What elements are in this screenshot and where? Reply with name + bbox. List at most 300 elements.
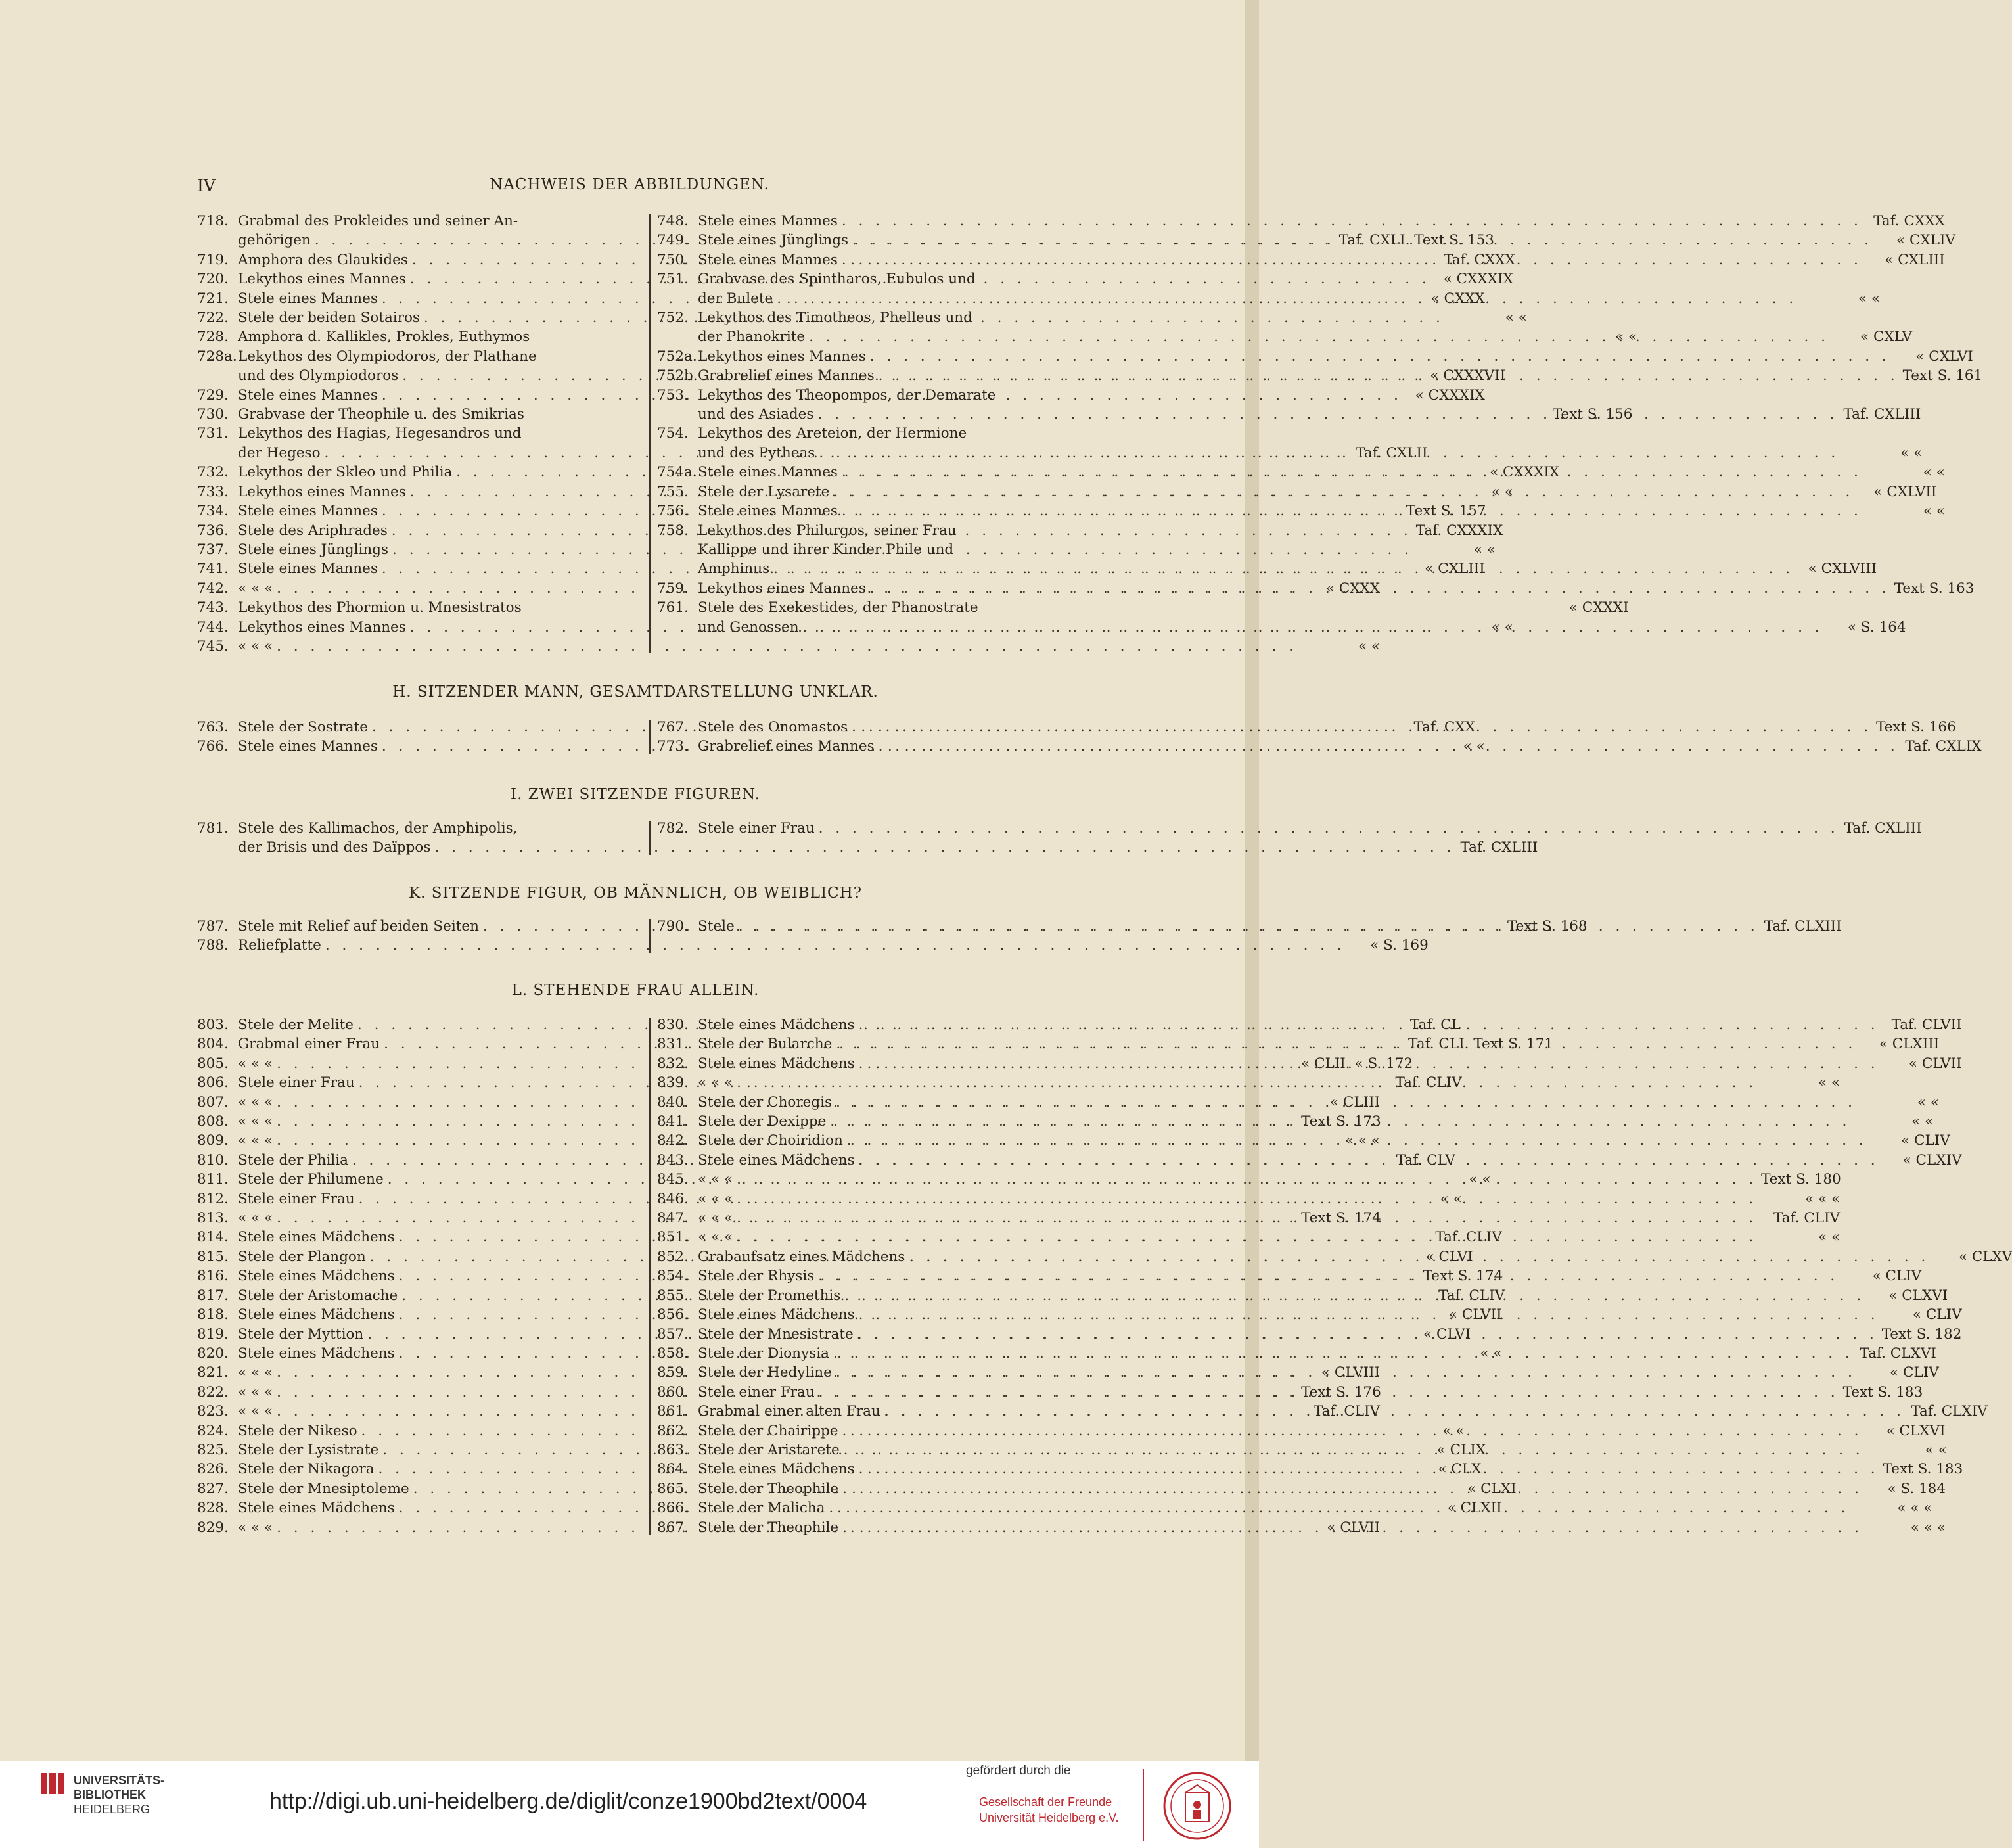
entry-number: 782. (657, 820, 689, 837)
entry-number: 864. (657, 1461, 689, 1478)
leader-dots (735, 917, 1763, 936)
entry-title: Stele einer Frau (698, 1383, 815, 1400)
column-divider (649, 821, 651, 855)
plate-reference: Text S. 173 (1301, 1113, 1381, 1130)
entry-number: 819. (197, 1326, 229, 1343)
entry-number: 743. (197, 599, 229, 616)
entry-line (698, 1112, 1933, 1131)
entry-title: « « « (238, 1210, 273, 1227)
footer-bar (0, 1761, 1259, 1848)
plate-reference: « « « (1804, 1190, 1841, 1207)
entry-line (698, 424, 1922, 443)
leader-dots (321, 936, 1350, 955)
entry-title: Stele mit Relief auf beiden Seiten (238, 918, 479, 935)
footer-divider (1143, 1769, 1144, 1841)
entry-title: Grabmal einer alten Frau (698, 1403, 880, 1420)
plate-reference: « CXXXVII (1430, 367, 1506, 384)
entry-number: 812. (197, 1190, 229, 1207)
entry-number: 755. (657, 483, 689, 500)
plate-reference: Text S. 174 (1301, 1210, 1381, 1227)
entry-title: Stele der Lysarete (698, 483, 830, 500)
plate-reference: Taf. CLI. Text S. 171 (1408, 1036, 1553, 1053)
plate-reference: Taf. CXLIII (1844, 820, 1922, 837)
plate-reference: « CXXX (1325, 580, 1381, 597)
entry-number: 860. (657, 1383, 689, 1400)
plate-reference: Taf. CLXVI (1860, 1345, 1936, 1362)
entry-number: 841. (657, 1113, 689, 1130)
entry-number: 719. (197, 251, 229, 268)
entry-number: 729. (197, 386, 229, 404)
entry-number: 759. (657, 580, 689, 597)
entry-number: 830. (657, 1017, 689, 1033)
entry-title: Stele eines Jünglings (698, 232, 849, 249)
entry-number: 806. (197, 1074, 229, 1092)
plate-reference: Text S. 176 (1301, 1383, 1381, 1400)
entry-title: Stele eines Mädchens (238, 1229, 395, 1246)
entry-title: Stele der Choiridion (698, 1132, 843, 1149)
entry-number: 840. (657, 1094, 689, 1111)
plate-reference: « « « (1910, 1519, 1946, 1536)
entry-title: Lekythos eines Mannes (238, 483, 406, 500)
plate-reference: « CLXVI (1886, 1422, 1946, 1439)
entry-number: 752a. (657, 348, 697, 365)
leader-dots (838, 501, 1866, 520)
leader-dots (838, 250, 1866, 269)
entry-number: 818. (197, 1306, 229, 1324)
leader-dots (773, 289, 1801, 308)
plate-reference: « « « (1897, 1500, 1932, 1517)
entry-title: Stele eines Mädchens (238, 1500, 395, 1517)
entry-number: 803. (197, 1017, 229, 1033)
entry-number: 745. (197, 637, 229, 655)
leader-dots (855, 1151, 1883, 1170)
plate-reference: Taf. CXLIII (1460, 839, 1538, 856)
plate-reference: « « (1473, 541, 1496, 558)
plate-reference: « CLXVI (1888, 1287, 1948, 1304)
plate-reference: « CLXIII (1879, 1036, 1940, 1053)
entry-line (698, 289, 1880, 308)
leader-dots (825, 1498, 1853, 1517)
entry-title: Stele der Myttion (238, 1326, 364, 1343)
entry-title: Grabmal des Prokleides und seiner An- (238, 213, 518, 229)
entry-title: Stele der Aristomache (238, 1287, 398, 1304)
entry-title: der Bulete (698, 290, 773, 307)
entry-title: Stele des Kallimachos, der Amphipolis, (238, 820, 518, 837)
plate-reference: Text S. 156 (1552, 406, 1633, 423)
entry-title: « « « (698, 1190, 733, 1207)
entry-number: 845. (657, 1171, 689, 1188)
entry-title: « « « (238, 1403, 273, 1420)
leader-dots (733, 1228, 1761, 1247)
entry-number: 728a. (197, 348, 237, 365)
entry-line (698, 231, 1955, 250)
entry-title: Stele der Mnesistrate (698, 1326, 854, 1343)
entry-line (698, 579, 1974, 598)
entry-line (698, 1402, 1988, 1421)
entry-line (698, 1479, 1946, 1498)
entry-line (698, 1305, 1962, 1324)
entry-title: « « « (238, 1364, 273, 1381)
leader-dots (815, 444, 1843, 463)
plate-reference: « CXXXIX (1415, 386, 1485, 404)
index-entry (197, 936, 1429, 955)
entry-title: Stele der Nikagora (238, 1461, 375, 1478)
entry-number: 773. (657, 738, 689, 755)
plate-reference: Taf. CLIV (1773, 1210, 1841, 1227)
entry-number: 748. (657, 213, 689, 229)
plate-reference: « « (1917, 1094, 1939, 1111)
index-entry (657, 1190, 1841, 1209)
entry-number: 736. (197, 522, 229, 539)
index-entry (657, 308, 1913, 347)
entry-title: Lekythos des Theopompos, der Demarate (698, 386, 996, 404)
entry-title: Stele eines Mannes (238, 738, 378, 755)
entry-title: « « « (698, 1171, 733, 1188)
entry-line (698, 819, 1922, 838)
entry-title: der Brisis und des Daïppos (238, 839, 431, 856)
entry-line (698, 1460, 1963, 1479)
plate-reference: Text S. 180 (1761, 1171, 1841, 1188)
running-head (197, 176, 1062, 198)
index-entry (657, 347, 1973, 366)
plate-reference: « « (1480, 1345, 1502, 1362)
entry-title: Stele der Melite (238, 1017, 354, 1033)
entry-title: Stele eines Mädchens (698, 1151, 855, 1168)
plate-reference: « CXXXIX (1490, 464, 1560, 481)
entry-number: 824. (197, 1422, 229, 1439)
leader-dots (905, 1247, 1933, 1266)
plate-reference: « CLVI (1423, 1326, 1471, 1343)
entry-number: 788. (197, 937, 229, 954)
entry-line (238, 637, 1380, 656)
plate-reference: Taf. CXLI. Text S. 153 (1338, 232, 1494, 249)
university-library-logo-icon (39, 1770, 66, 1797)
index-entry (657, 1131, 1950, 1150)
leader-dots (866, 347, 1894, 366)
entry-number: 728. (197, 329, 229, 346)
plate-reference: Taf. CXLIII (1843, 406, 1921, 423)
leader-dots (880, 1402, 1909, 1421)
entry-title: Stele (698, 918, 735, 935)
plate-reference: Taf. CLIV (1313, 1403, 1381, 1420)
entry-line (698, 1286, 1948, 1305)
leader-dots (848, 718, 1876, 737)
entry-number: 861. (657, 1403, 689, 1420)
entry-number: 821. (197, 1364, 229, 1381)
entry-number: 852. (657, 1248, 689, 1265)
plate-reference: Taf. CLVII (1891, 1017, 1962, 1033)
entry-line (698, 308, 1912, 327)
plate-reference: « CLIX (1436, 1441, 1486, 1458)
society-name (979, 1794, 1118, 1826)
leader-dots (832, 1363, 1860, 1382)
entry-line (698, 598, 1906, 617)
plate-reference: « CLIII (1329, 1094, 1381, 1111)
plate-reference: Taf. CLIV (1438, 1287, 1505, 1304)
index-entry (657, 1170, 1841, 1189)
entry-number: 804. (197, 1036, 229, 1053)
leader-dots (855, 1054, 1883, 1073)
entry-number: 811. (197, 1171, 229, 1188)
index-entry (657, 1344, 1936, 1363)
entry-number: 863. (657, 1441, 689, 1458)
entry-title: Stele der Philumene (238, 1171, 384, 1188)
plate-reference: « S. 164 (1847, 618, 1906, 635)
entry-number: 730. (197, 406, 229, 423)
entry-number: 816. (197, 1268, 229, 1285)
entry-number: 754. (657, 425, 689, 442)
leader-dots (799, 618, 1827, 637)
entry-title: Reliefplatte (238, 937, 321, 954)
plate-reference: « CLXV (1958, 1248, 2012, 1265)
plate-reference: « « (1858, 290, 1881, 307)
plate-reference: « CXLVI (1915, 348, 1973, 365)
entry-number: 809. (197, 1132, 229, 1149)
entry-title: Stele eines Mannes (698, 251, 838, 268)
entry-number: 805. (197, 1055, 229, 1072)
entry-title: Stele der Theophile (698, 1519, 839, 1536)
entry-title: Stele eines Mädchens (698, 1017, 855, 1033)
plate-reference: « CLVI (1425, 1248, 1473, 1265)
entry-line (238, 936, 1429, 955)
entry-title: « « « (238, 1094, 273, 1111)
entry-line (698, 1034, 1939, 1053)
entry-number: 810. (197, 1151, 229, 1168)
entry-line (698, 366, 1982, 385)
entry-title: Stele eines Mannes (238, 561, 378, 578)
index-section (197, 212, 1983, 656)
plate-reference: « CLIV (1901, 1132, 1950, 1149)
leader-dots (838, 1479, 1867, 1498)
entry-number: 749. (657, 232, 689, 249)
entry-number: 721. (197, 290, 229, 307)
entry-title: Stele eines Mannes (238, 503, 378, 520)
entry-title: Lekythos eines Mannes (698, 580, 866, 597)
leader-dots (815, 1383, 1843, 1402)
entry-title: Stele der Sostrate (238, 719, 368, 735)
leader-dots (875, 737, 1903, 756)
entry-title: Lekythos des Philurgos, seiner Frau (698, 522, 957, 539)
entry-title: Grabaufsatz eines Mädchens (698, 1248, 905, 1265)
leader-dots (855, 1015, 1883, 1034)
entry-line (698, 327, 1912, 346)
plate-reference: Text S. 166 (1876, 719, 1956, 735)
entry-number: 839. (657, 1074, 689, 1092)
plate-reference: « « (1900, 444, 1923, 461)
page-title: NACHWEIS DER ABBILDUNGEN. (490, 176, 769, 193)
plate-reference: « S. 184 (1887, 1480, 1946, 1497)
entry-number: 807. (197, 1094, 229, 1111)
entry-line (698, 1170, 1841, 1189)
entry-number: 751. (657, 271, 689, 288)
plate-reference: « CXLV (1860, 329, 1913, 346)
plate-reference: « CXXXI (1568, 599, 1629, 616)
entry-title: Stele der Bularche (698, 1036, 833, 1053)
entry-title: Stele eines Mannes (238, 290, 378, 307)
plate-reference: « « (1615, 329, 1637, 346)
entry-title: Lekythos der Skleo und Philia (238, 464, 453, 481)
entry-title: Stele einer Frau (238, 1074, 355, 1092)
library-name-line3: HEIDELBERG (74, 1803, 150, 1816)
entry-number: 741. (197, 561, 229, 578)
index-section (197, 1015, 2012, 1537)
entry-title: und des Pytheas (698, 444, 815, 461)
entry-title: Stele des Exekestides, der Phanostrate (698, 599, 978, 616)
leader-dots (733, 1190, 1761, 1209)
entry-title: Grabvase der Theophile u. des Smikrias (238, 406, 524, 423)
entry-title: Stele eines Mädchens (698, 1306, 855, 1324)
entry-line (698, 269, 1880, 289)
entry-title: Stele eines Mannes (698, 213, 838, 229)
leader-dots (805, 327, 1833, 346)
entry-title: « « « (698, 1074, 733, 1092)
plate-reference: « « (1442, 1422, 1465, 1439)
leader-dots (826, 1112, 1854, 1131)
entry-title: und des Olympiodoros (238, 367, 399, 384)
entry-line (698, 1421, 1945, 1441)
plate-reference: « CXLIII (1425, 561, 1485, 578)
entry-line (698, 250, 1945, 269)
plate-reference: « CLVII (1327, 1519, 1381, 1536)
entry-line (698, 1054, 1962, 1073)
entry-number: 831. (657, 1036, 689, 1053)
plate-reference: « CLX (1438, 1461, 1482, 1478)
column-divider (649, 919, 651, 953)
plate-reference: Text S. 182 (1881, 1326, 1962, 1343)
leader-dots (838, 1421, 1867, 1441)
entry-title: Stele der beiden Sotairos (238, 310, 420, 327)
entry-number: 826. (197, 1461, 229, 1478)
entry-title: « « « (238, 1055, 273, 1072)
society-name-line1: Gesellschaft der Freunde (979, 1795, 1112, 1809)
entry-number: 814. (197, 1229, 229, 1246)
entry-line (698, 1151, 1962, 1170)
entry-title: Grabmal einer Frau (238, 1036, 380, 1053)
entry-number: 722. (197, 310, 229, 327)
entry-number: 857. (657, 1326, 689, 1343)
entry-line (698, 1247, 2012, 1266)
entry-title: Amphora des Glaukides (238, 251, 408, 268)
entry-title: « « « (698, 1229, 733, 1246)
entry-title: « « « (238, 637, 273, 655)
entry-number: 787. (197, 918, 229, 935)
entry-line (698, 1325, 1961, 1344)
entry-title: Stele eines Mädchens (698, 1461, 855, 1478)
plate-reference: « CLIV (1912, 1306, 1962, 1324)
leader-dots (840, 1286, 1869, 1305)
leader-dots (838, 212, 1866, 231)
plate-reference: Taf. CXXXIX (1415, 522, 1503, 539)
plate-reference: Taf. CLXIII (1764, 918, 1842, 935)
plate-reference: « « (1505, 310, 1527, 327)
entry-line (698, 405, 1921, 424)
plate-reference: « CLXI (1467, 1480, 1517, 1497)
entry-line (698, 1015, 1962, 1034)
leader-dots (829, 482, 1858, 501)
plate-reference: Text S. 183 (1883, 1461, 1963, 1478)
entry-title: Stele der Dexippe (698, 1113, 827, 1130)
entry-title: « « « (238, 1113, 273, 1130)
entry-line (698, 212, 1945, 231)
column-divider (649, 720, 651, 754)
entry-line (698, 1441, 1947, 1460)
entry-line (698, 718, 1956, 737)
entry-title: Stele der Theophile (698, 1480, 839, 1497)
entry-number: 813. (197, 1210, 229, 1227)
index-entry (657, 212, 1945, 231)
entry-number: 846. (657, 1190, 689, 1207)
plate-reference: Text S. 174 (1423, 1268, 1503, 1285)
permalink-url[interactable]: http://digi.ub.uni-heidelberg.de/diglit/conze1900bd2text/0004 (269, 1789, 867, 1814)
plate-reference: « « (1491, 483, 1513, 500)
entry-title: Stele der Choregis (698, 1094, 833, 1111)
entry-title: Stele eines Mädchens (238, 1306, 395, 1324)
entry-line (698, 1093, 1939, 1112)
entry-number: 827. (197, 1480, 229, 1497)
leader-dots (733, 1209, 1761, 1228)
leader-dots (769, 559, 1798, 578)
entry-number: 828. (197, 1500, 229, 1517)
plate-reference: « CLIV (1890, 1364, 1939, 1381)
entry-title: Lekythos eines Mannes (238, 618, 406, 635)
plate-reference: « « (1818, 1074, 1841, 1092)
entry-title: Grabvase des Spintharos, Eubulos und (698, 271, 976, 288)
entry-number: 829. (197, 1519, 229, 1536)
index-entry (657, 482, 1937, 501)
entry-title: Stele eines Mädchens (698, 1055, 855, 1072)
entry-title: gehörigen (238, 232, 311, 249)
plate-reference: Taf. CXXX (1873, 213, 1945, 229)
entry-line (698, 618, 1906, 637)
entry-number: 733. (197, 483, 229, 500)
entry-line (238, 838, 1538, 857)
plate-reference: « CLVIII (1321, 1364, 1381, 1381)
entry-title: « « « (698, 1210, 733, 1227)
leader-dots (843, 1131, 1871, 1150)
plate-reference: « « (1440, 1190, 1462, 1207)
entry-line (698, 917, 1842, 936)
plate-reference: « « (1358, 637, 1381, 655)
sponsor-label: gefördert durch die (966, 1764, 1071, 1778)
entry-number: 823. (197, 1403, 229, 1420)
entry-title: Stele der Chairippe (698, 1422, 838, 1439)
plate-reference: « CXLIII (1885, 251, 1945, 268)
entry-number: 832. (657, 1055, 689, 1072)
library-name-line1: UNIVERSITÄTS- (74, 1774, 165, 1787)
entry-title: und Genossen (698, 618, 799, 635)
page-number: IV (197, 176, 216, 195)
leader-dots (854, 1325, 1882, 1344)
plate-reference: « CLII. « S. 172 (1301, 1055, 1413, 1072)
index-section (197, 819, 1922, 858)
leader-dots (814, 1266, 1842, 1285)
entry-title: Grabrelief eines Mannes (698, 738, 875, 755)
entry-title: Stele eines Mädchens (238, 1345, 395, 1362)
entry-number: 858. (657, 1345, 689, 1362)
entry-number: 742. (197, 580, 229, 597)
entry-line (698, 1228, 1840, 1247)
leader-dots (733, 1170, 1761, 1189)
entry-number: 808. (197, 1113, 229, 1130)
plate-reference: « « (1911, 1113, 1934, 1130)
entry-number: 867. (657, 1519, 689, 1536)
plate-reference: « « (1469, 1171, 1491, 1188)
entry-title: Stele des Onomastos (698, 719, 848, 735)
index-entry (657, 819, 1922, 838)
entry-title: Grabrelief eines Mannes (698, 367, 875, 384)
entry-number: 756. (657, 503, 689, 520)
library-name (74, 1773, 164, 1816)
